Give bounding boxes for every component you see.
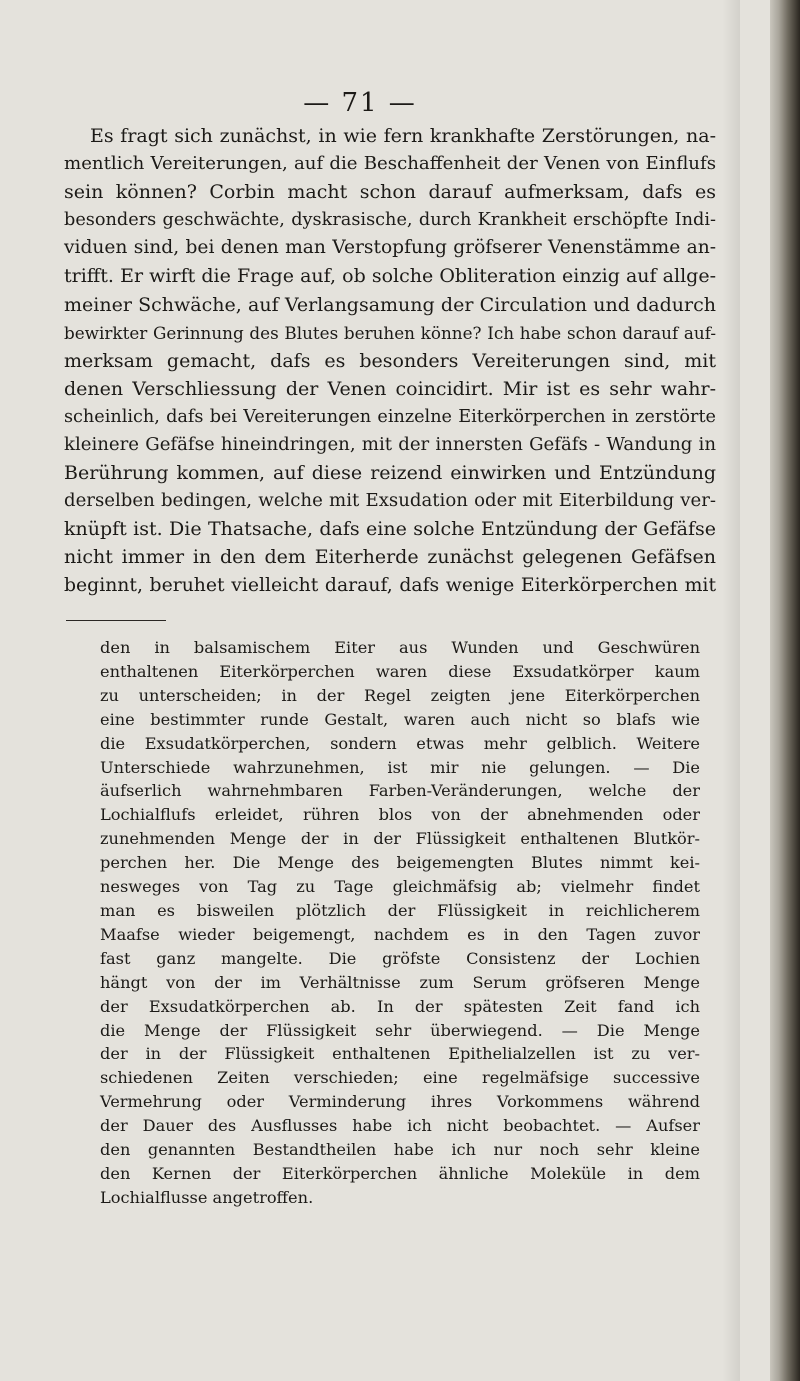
footnote-divider	[66, 620, 166, 621]
footnote-line: der Exsudatkörperchen ab. In der spätesten Zeit fand ich	[100, 996, 700, 1016]
text-line: besonders geschwächte, dyskrasische, durch Krankheit erschöpfte Indi-	[64, 210, 716, 231]
footnote-line: den Kernen der Eiterkörperchen ähnliche Moleküle in dem	[100, 1163, 700, 1183]
text-line: trifft. Er wirft die Frage auf, ob solche Obliteration einzig auf allge-	[64, 265, 716, 288]
footnote-line: eine bestimmter runde Gestalt, waren auch nicht so blafs wie	[100, 709, 700, 729]
text-line: Berührung kommen, auf diese reizend einwirken und Entzündung	[64, 462, 716, 485]
footnote-line: Unterschiede wahrzunehmen, ist mir nie gelungen. — Die	[100, 757, 700, 777]
footnote-line: zunehmenden Menge der in der Flüssigkeit enthaltenen Blutkör-	[100, 829, 700, 849]
text-line: beginnt, beruhet vielleicht darauf, dafs wenige Eiterkörperchen mit	[64, 574, 716, 596]
footnote-line: der in der Flüssigkeit enthaltenen Epithelialzellen ist zu ver-	[100, 1044, 700, 1064]
footnote-line: fast ganz mangelte. Die gröfste Consistenz der Lochien	[100, 948, 700, 968]
footnote-line: die Menge der Flüssigkeit sehr überwiegend. — Die Menge	[100, 1020, 700, 1040]
text-line: kleinere Gefäfse hineindringen, mit der innersten Gefäfs - Wandung in	[64, 434, 716, 456]
footnote-line: enthaltenen Eiterkörperchen waren diese Exsudatkörper kaum	[100, 661, 700, 681]
footnote-line: den in balsamischem Eiter aus Wunden und Geschwüren	[100, 638, 700, 657]
text-line: mentlich Vereiterungen, auf die Beschaffenheit der Venen von Einflufs	[64, 153, 716, 175]
gutter-shadow	[722, 0, 740, 1381]
text-line: knüpft ist. Die Thatsache, dafs eine solche Entzündung der Gefäfse	[64, 518, 716, 541]
footnote-line: der Dauer des Ausflusses habe ich nicht beobachtet. — Aufser	[100, 1116, 700, 1136]
footnote-line: zu unterscheiden; in der Regel zeigten jene Eiterkörperchen	[100, 685, 700, 705]
text-line: scheinlich, dafs bei Vereiterungen einzelne Eiterkörperchen in zerstörte	[64, 406, 716, 427]
footnote-line: hängt von der im Verhältnisse zum Serum gröfseren Menge	[100, 972, 700, 992]
footnote-line: schiedenen Zeiten verschieden; eine regelmäfsige successive	[100, 1068, 700, 1088]
text-line: Es fragt sich zunächst, in wie fern krankhafte Zerstörungen, na-	[90, 125, 716, 147]
text-line: viduen sind, bei denen man Verstopfung gröfserer Venenstämme an-	[64, 237, 716, 259]
book-binding-edge	[770, 0, 800, 1381]
footnote-line: Maafse wieder beigemengt, nachdem es in den Tagen zuvor	[100, 924, 700, 944]
footnote-paragraph	[100, 636, 700, 1210]
text-line: nicht immer in den dem Eiterherde zunächst gelegenen Gefäfsen	[64, 546, 716, 569]
text-line: merksam gemacht, dafs es besonders Vereiterungen sind, mit	[64, 349, 716, 372]
text-line: bewirkter Gerinnung des Blutes beruhen könne? Ich habe schon darauf auf-	[64, 322, 716, 343]
text-line: meiner Schwäche, auf Verlangsamung der Circulation und dadurch	[64, 293, 716, 316]
footnote-line: perchen her. Die Menge des beigemengten Blutes nimmt kei-	[100, 853, 700, 873]
footnote-line: äufserlich wahrnehmbaren Farben-Veränderungen, welche der	[100, 781, 700, 801]
page-number: — 71 —	[303, 88, 417, 118]
footnote-line: man es bisweilen plötzlich der Flüssigkeit in reichlicherem	[100, 900, 700, 920]
text-line: denen Verschliessung der Venen coincidirt. Mir ist es sehr wahr-	[64, 377, 716, 400]
footnote-line: nesweges von Tag zu Tage gleichmäfsig ab; vielmehr findet	[100, 877, 700, 897]
main-paragraph	[64, 122, 716, 600]
text-line: derselben bedingen, welche mit Exsudation oder mit Eiterbildung ver-	[64, 490, 716, 512]
footnote-line: Lochialflufs erleidet, rühren blos von der abnehmenden oder	[100, 805, 700, 825]
footnote-line: Vermehrung oder Verminderung ihres Vorkommens während	[100, 1092, 700, 1112]
footnote-line: Lochialflusse angetroffen.	[100, 1187, 314, 1207]
footnote-line: den genannten Bestandtheilen habe ich nur noch sehr kleine	[100, 1140, 700, 1160]
text-line: sein können? Corbin macht schon darauf aufmerksam, dafs es	[64, 181, 716, 204]
footnote-line: die Exsudatkörperchen, sondern etwas mehr gelblich. Weitere	[100, 733, 700, 753]
